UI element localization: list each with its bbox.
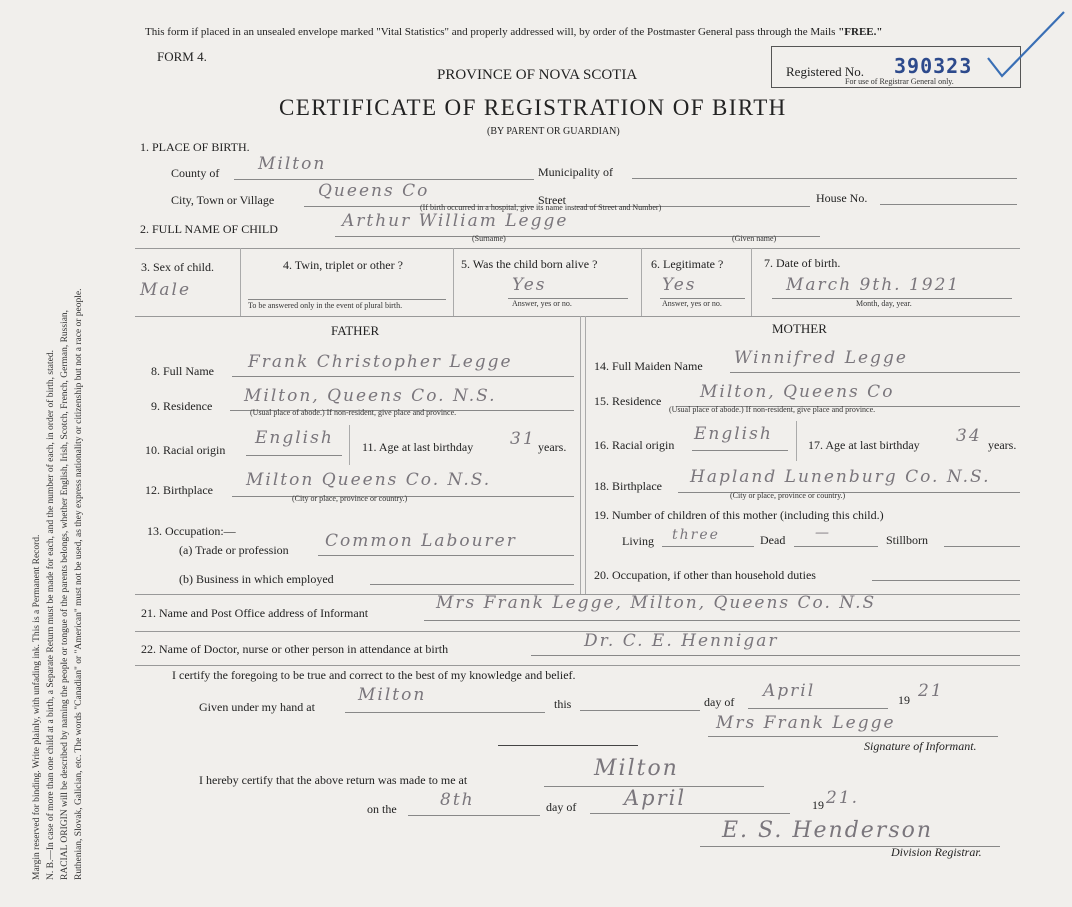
doctor-value: Dr. C. E. Hennigar: [584, 631, 779, 651]
informant-label: 21. Name and Post Office address of Informant: [141, 606, 369, 620]
street-label: Street: [538, 193, 566, 207]
mother-birthplace-value: Hapland Lunenburg Co. N.S.: [690, 467, 991, 487]
given-year-prefix: 19: [898, 693, 910, 707]
row3-bottom-border: [135, 316, 1020, 317]
father-name-value: Frank Christopher Legge: [248, 352, 513, 372]
father-residence-label: 9. Residence: [151, 399, 213, 413]
mother-name-label: 14. Full Maiden Name: [594, 359, 703, 373]
living-line: [662, 546, 754, 547]
margin-notes: [30, 0, 140, 880]
mother-race-label: 16. Racial origin: [594, 438, 675, 452]
informant-value: Mrs Frank Legge, Milton, Queens Co. N.S: [436, 593, 877, 613]
sex-label: 3. Sex of child.: [141, 260, 214, 274]
mother-occupation-line: [872, 580, 1020, 581]
given-name-note: (Given name): [732, 234, 777, 243]
informant-signature: Mrs Frank Legge: [716, 713, 896, 733]
informant-signature-label: Signature of Informant.: [864, 739, 977, 753]
dead-line: [794, 546, 878, 547]
doctor-line: [531, 655, 1020, 656]
living-value: three: [672, 527, 720, 543]
legitimate-label: 6. Legitimate ?: [651, 257, 724, 271]
mother-heading: MOTHER: [772, 321, 827, 336]
dead-label: Dead: [760, 533, 786, 547]
city-label: City, Town or Village: [171, 193, 275, 207]
father-birthplace-note: (City or place, province or country.): [292, 494, 408, 503]
separator-line: [498, 745, 638, 746]
dead-value: —: [815, 525, 831, 541]
stillborn-line: [944, 546, 1020, 547]
father-age-value: 31: [510, 429, 536, 449]
informant-line: [424, 620, 1020, 621]
mother-years-label: years.: [988, 438, 1017, 452]
mail-note-text: This form if placed in an unsealed envelope marked "Vital Statistics" and properly addressed will, by order of the Postmaster General pass through the Mails: [145, 26, 836, 38]
father-heading: FATHER: [331, 323, 380, 338]
row3-divider-4: [751, 248, 752, 316]
margin-line-2: N. B.—In case of more than one child at a birth, a Separate Return must be made for each, and the number of each, in order of birth, stated.: [46, 350, 56, 880]
registrar-year-prefix: 19: [812, 798, 824, 812]
mother-birthplace-note: (City or place, province or country.): [730, 491, 846, 500]
father-name-line: [232, 376, 574, 377]
sex-value: Male: [140, 280, 192, 300]
birth-date-value: March 9th. 1921: [786, 275, 961, 295]
province-heading: PROVINCE OF NOVA SCOTIA: [437, 67, 638, 83]
city-value: Queens Co: [318, 181, 430, 201]
child-name-value: Arthur William Legge: [342, 211, 569, 231]
father-residence-note: (Usual place of abode.) If non-resident, give place and province.: [250, 408, 457, 417]
given-under-hand-label: Given under my hand at: [199, 700, 315, 714]
given-month-line: [748, 708, 888, 709]
on-the-label: on the: [367, 802, 397, 816]
certification-top-border: [135, 665, 1020, 666]
certificate-title: CERTIFICATE OF REGISTRATION OF BIRTH: [279, 95, 787, 120]
mother-residence-note: (Usual place of abode.) If non-resident, give place and province.: [669, 405, 876, 414]
father-birthplace-label: 12. Birthplace: [145, 483, 213, 497]
legitimate-note: Answer, yes or no.: [662, 299, 722, 308]
business-label: (b) Business in which employed: [179, 572, 334, 586]
occupation-label: 13. Occupation:—: [147, 524, 236, 538]
twin-note: To be answered only in the event of plural birth.: [248, 301, 403, 310]
street-note: (If birth occurred in a hospital, give its name instead of Street and Number): [420, 203, 662, 212]
registrar-day-of-label: day of: [546, 800, 577, 814]
parents-divider-right: [585, 316, 586, 594]
registrar-day-value: 8th: [440, 790, 475, 810]
day-of-label: day of: [704, 695, 735, 709]
registrar-day-line: [408, 815, 540, 816]
place-of-birth-label: 1. PLACE OF BIRTH.: [140, 140, 250, 154]
stillborn-label: Stillborn: [886, 533, 929, 547]
row3-divider-1: [240, 248, 241, 316]
row3-divider-2: [453, 248, 454, 316]
margin-line-1: Margin reserved for binding. Write plainly, with unfading ink. This is a Permanent Record.: [32, 534, 42, 880]
father-race-value: English: [255, 428, 334, 448]
county-value: Milton: [258, 154, 327, 174]
margin-line-4: Ruthenian, Slovak, Galician, etc. The words "Canadian" or "American" must not be used, as they express nationality or citizenship but not a race or people.: [74, 288, 84, 880]
children-count-label: 19. Number of children of this mother (including this child.): [594, 508, 884, 522]
mother-name-value: Winnifred Legge: [734, 348, 908, 368]
registrar-statement: I hereby certify that the above return was made to me at: [199, 773, 468, 787]
house-label: House No.: [816, 191, 868, 205]
trade-value: Common Labourer: [325, 531, 517, 551]
margin-line-3: RACIAL ORIGIN will be described by naming the people or tongue of the parents belongs, whether English, Irish, Scotch, French, German, Russian,: [60, 309, 70, 880]
mother-age-value: 34: [956, 426, 982, 446]
alive-label: 5. Was the child born alive ?: [461, 257, 598, 271]
twin-line: [248, 299, 446, 300]
registrar-year-value: 21.: [826, 788, 860, 808]
father-birthplace-value: Milton Queens Co. N.S.: [246, 470, 492, 490]
father-age-label: 11. Age at last birthday: [362, 440, 474, 454]
mother-age-label: 17. Age at last birthday: [808, 438, 920, 452]
trade-label: (a) Trade or profession: [179, 543, 289, 557]
free-label: "FREE.": [838, 26, 883, 38]
given-month-value: April: [763, 681, 816, 701]
father-years-label: years.: [538, 440, 567, 454]
form-number: FORM 4.: [157, 49, 207, 64]
mail-note: [145, 27, 883, 38]
registrar-signature: E. S. Henderson: [722, 818, 934, 843]
certification-statement: I certify the foregoing to be true and correct to the best of my knowledge and belief.: [172, 668, 576, 682]
father-race-line: [246, 455, 342, 456]
birth-date-note: Month, day, year.: [856, 299, 912, 308]
registered-label: Registered No.: [786, 64, 864, 79]
mother-birthplace-label: 18. Birthplace: [594, 479, 662, 493]
registrar-month-line: [590, 813, 790, 814]
mother-race-line: [692, 450, 788, 451]
registrar-use-note: For use of Registrar General only.: [845, 77, 954, 86]
given-year-value: 21: [918, 681, 944, 701]
father-race-divider: [349, 425, 350, 465]
trade-line: [318, 555, 574, 556]
doctor-label: 22. Name of Doctor, nurse or other person in attendance at birth: [141, 642, 449, 656]
alive-note: Answer, yes or no.: [512, 299, 572, 308]
legitimate-value: Yes: [662, 275, 697, 295]
doctor-top-border: [135, 631, 1020, 632]
certificate-subtitle: (BY PARENT OR GUARDIAN): [487, 126, 620, 137]
birth-date-label: 7. Date of birth.: [764, 256, 841, 270]
father-name-label: 8. Full Name: [151, 364, 214, 378]
mother-occupation-label: 20. Occupation, if other than household duties: [594, 568, 816, 582]
father-race-label: 10. Racial origin: [145, 443, 226, 457]
county-line: [234, 179, 534, 180]
mother-race-divider: [796, 421, 797, 461]
this-label: this: [554, 697, 572, 711]
registrar-month-value: April: [624, 786, 687, 810]
business-line: [370, 584, 574, 585]
alive-value: Yes: [512, 275, 547, 295]
mother-residence-value: Milton, Queens Co: [700, 382, 895, 402]
registrar-place-value: Milton: [594, 756, 679, 781]
house-line: [880, 204, 1017, 205]
surname-note: (Surname): [472, 234, 506, 243]
given-day-line: [580, 710, 700, 711]
registered-number: 390323: [894, 54, 973, 78]
row3-divider-3: [641, 248, 642, 316]
municipality-label: Municipality of: [538, 165, 613, 179]
informant-signature-line: [708, 736, 998, 737]
mother-name-line: [730, 372, 1020, 373]
father-residence-value: Milton, Queens Co. N.S.: [244, 386, 497, 406]
child-name-label: 2. FULL NAME OF CHILD: [140, 222, 278, 236]
registrar-signature-label: Division Registrar.: [891, 845, 982, 859]
given-place-line: [345, 712, 545, 713]
parents-divider-left: [580, 316, 581, 594]
row3-top-border: [135, 248, 1020, 249]
mother-residence-label: 15. Residence: [594, 394, 662, 408]
twin-label: 4. Twin, triplet or other ?: [283, 258, 403, 272]
county-label: County of: [171, 166, 220, 180]
check-mark-icon: [980, 8, 1070, 83]
living-label: Living: [622, 534, 654, 548]
given-place-value: Milton: [358, 685, 427, 705]
municipality-line: [632, 178, 1017, 179]
mother-race-value: English: [694, 424, 773, 444]
